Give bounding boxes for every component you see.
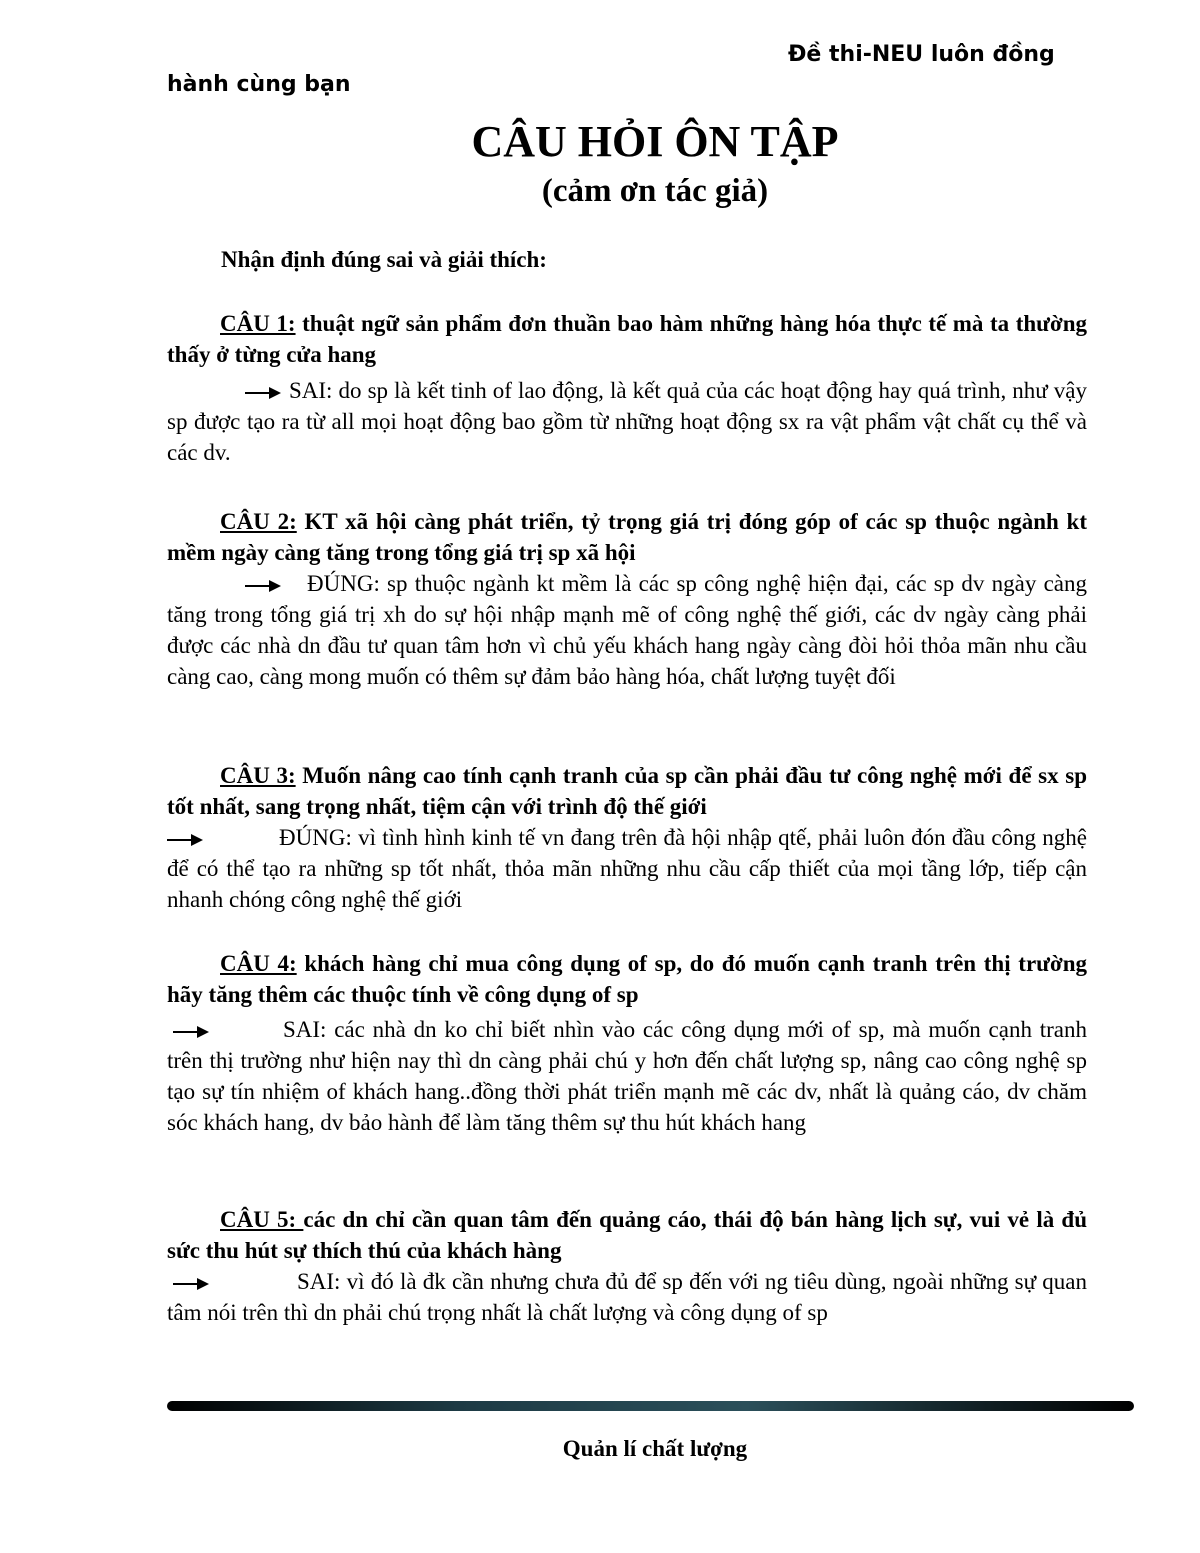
arrow-icon	[173, 1277, 209, 1291]
question-label: CÂU 5:	[220, 1207, 304, 1232]
arrow-icon	[245, 386, 281, 400]
question-block	[167, 506, 1087, 692]
question-title	[167, 308, 1087, 370]
question-label: CÂU 4:	[220, 951, 297, 976]
answer-text	[167, 822, 1087, 915]
question-title	[167, 760, 1087, 822]
question-text: các dn chỉ cần quan tâm đến quảng cáo, thái độ bán hàng lịch sự, vui vẻ là đủ sức thu hút sự thích thú của khách hàng	[167, 1207, 1087, 1263]
answer-body: SAI: do sp là kết tinh of lao động, là kết quả của các hoạt động hay quá trình, như vậy sp được tạo ra từ all mọi hoạt động bao gồm từ những hoạt động sx ra vật phẩm vật chất cụ thể và các dv.	[167, 378, 1087, 465]
footer-divider	[167, 1401, 1134, 1411]
question-text: KT xã hội càng phát triển, tỷ trọng giá trị đóng góp of các sp thuộc ngành kt mềm ngày càng tăng trong tổng giá trị sp xã hội	[167, 509, 1087, 565]
answer-body: ĐÚNG: sp thuộc ngành kt mềm là các sp công nghệ hiện đại, các sp dv ngày càng tăng trong tổng giá trị xh do sự hội nhập mạnh mẽ of công nghệ thế giới, các dv ngày càng phải được các nhà dn đầu tư quan tâm hơn vì chủ yếu khách hang ngày càng đòi hỏi thỏa mãn nhu cầu càng cao, càng mong muốn có thêm sự đảm bảo hàng hóa, chất lượng tuyệt đối	[167, 571, 1087, 689]
answer-text	[167, 1266, 1087, 1328]
question-text: Muốn nâng cao tính cạnh tranh của sp cần phải đầu tư công nghệ mới để sx sp tốt nhất, sang trọng nhất, tiệm cận với trình độ thế giới	[167, 763, 1087, 819]
footer-text: Quản lí chất lượng	[562, 1436, 748, 1461]
intro-heading: Nhận định đúng sai và giải thích:	[221, 247, 547, 272]
answer-body: SAI: vì đó là đk cần nhưng chưa đủ để sp đến với ng tiêu dùng, ngoài những sự quan tâm nói trên thì dn phải chú trọng nhất là chất lượng và công dụng of sp	[167, 1269, 1087, 1325]
question-text: thuật ngữ sản phẩm đơn thuần bao hàm những hàng hóa thực tế mà ta thường thấy ở từng cửa hang	[167, 311, 1087, 367]
question-title	[167, 1204, 1087, 1266]
question-label: CÂU 1:	[220, 311, 296, 336]
answer-body: ĐÚNG: vì tình hình kinh tế vn đang trên đà hội nhập qtế, phải luôn đón đầu công nghệ để có thể tạo ra những sp tốt nhất, thỏa mãn những nhu cầu cấp thiết của mọi tầng lớp, tiếp cận nhanh chóng công nghệ thế giới	[167, 825, 1087, 912]
arrow-icon	[245, 579, 281, 593]
question-block	[167, 948, 1087, 1138]
question-block	[167, 760, 1087, 915]
arrow-icon	[167, 833, 203, 847]
question-block	[167, 1204, 1087, 1328]
question-text: khách hàng chỉ mua công dụng of sp, do đó muốn cạnh tranh trên thị trường hãy tăng thêm các thuộc tính về công dụng of sp	[167, 951, 1087, 1007]
document-title: CÂU HỎI ÔN TẬP	[471, 117, 839, 166]
document-subtitle: (cảm ơn tác giả)	[541, 173, 769, 209]
question-block	[167, 308, 1087, 468]
question-title	[167, 948, 1087, 1010]
question-title	[167, 506, 1087, 568]
answer-text	[167, 1014, 1087, 1138]
question-label: CÂU 3:	[220, 763, 296, 788]
arrow-icon	[173, 1025, 209, 1039]
question-label: CÂU 2:	[220, 509, 297, 534]
header-line-2: hành cùng bạn	[167, 72, 351, 97]
answer-text	[167, 375, 1087, 468]
header-line-1: Đề thi-NEU luôn đồng	[788, 42, 1055, 67]
answer-body: SAI: các nhà dn ko chỉ biết nhìn vào các công dụng mới of sp, mà muốn cạnh tranh trên thị trường như hiện nay thì dn càng phải chú y hơn đến chất lượng sp, nâng cao công nghệ sp tạo sự tín nhiệm of khách hang..đồng thời phát triển mạnh mẽ các dv, nhất là quảng cáo, dv chăm sóc khách hang, dv bảo hành để làm tăng thêm sự thu hút khách hang	[167, 1017, 1087, 1135]
answer-text	[167, 568, 1087, 692]
